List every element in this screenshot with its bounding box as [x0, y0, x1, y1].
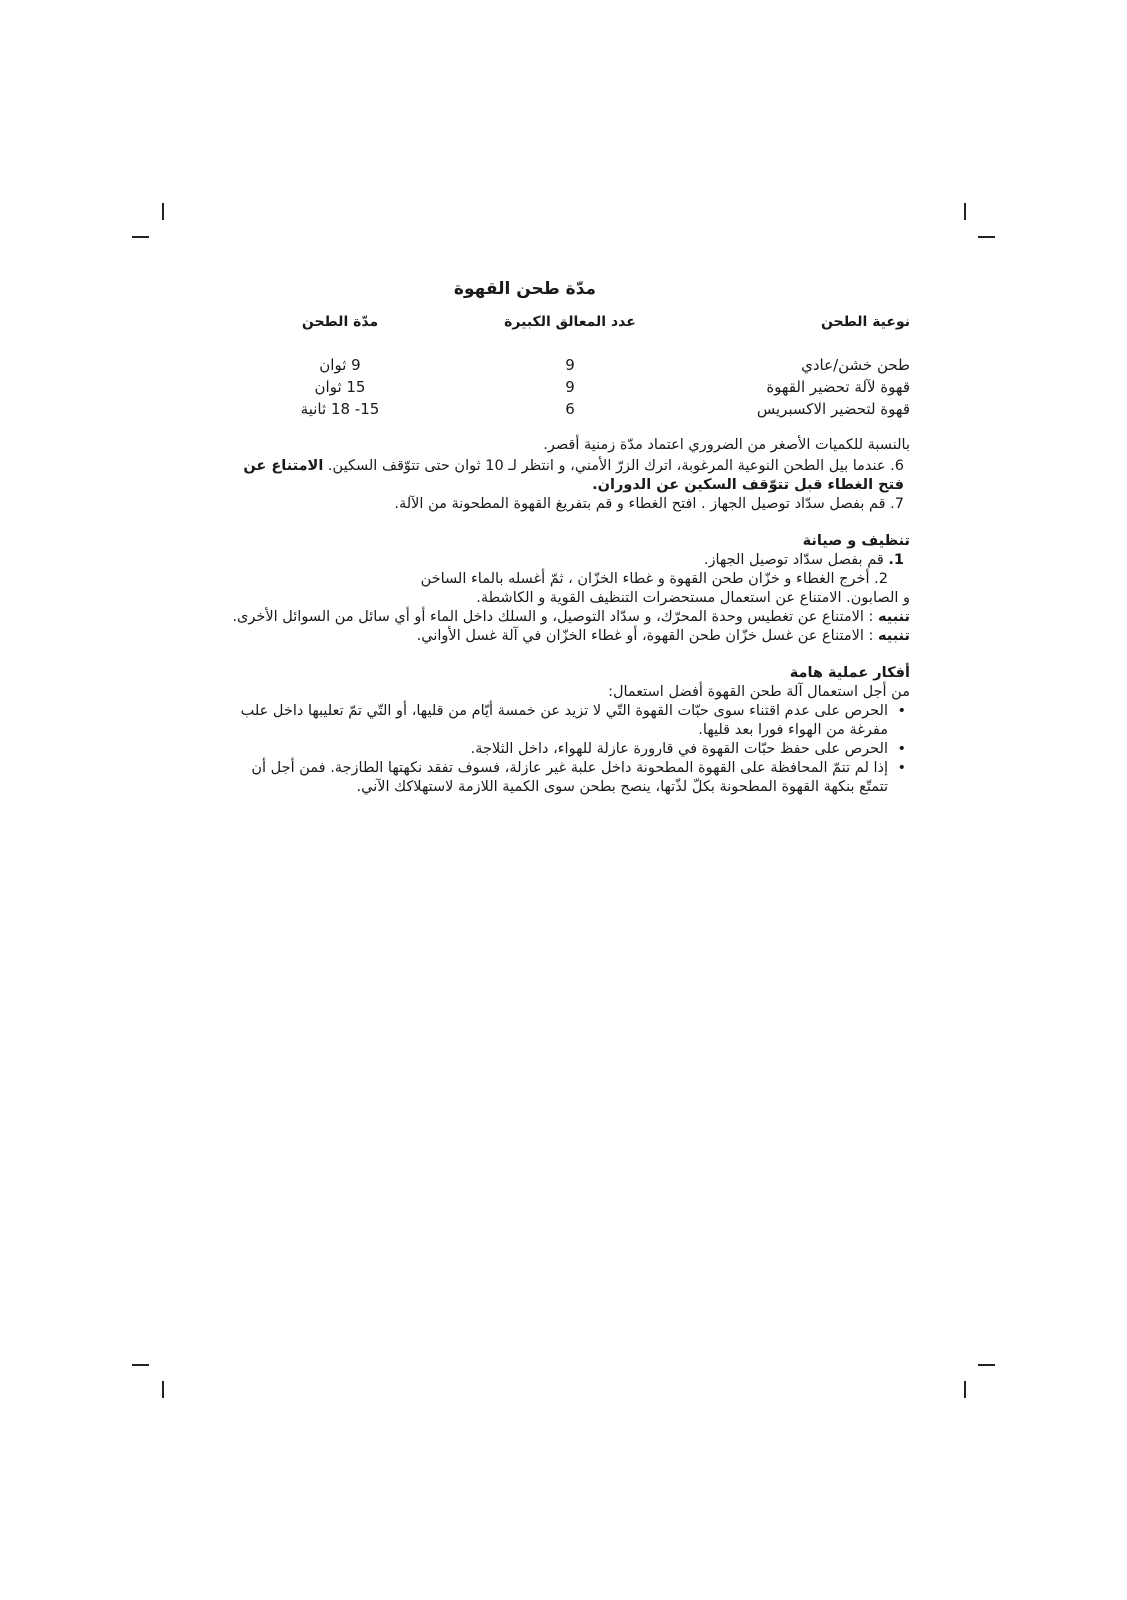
crop-mark — [132, 1364, 149, 1366]
table-cell: 9 — [565, 377, 575, 396]
step-item — [228, 457, 910, 495]
list-item: • الحرص على حفظ حبّات القهوة في قارورة عازلة للهواء، داخل الثلاجة. — [228, 740, 910, 759]
cleaning-heading: تنظيف و صيانة — [802, 533, 910, 549]
crop-mark — [132, 236, 149, 238]
cleaning-item-number: 2. — [874, 571, 888, 587]
list-item: • الحرص على عدم اقتناء سوى حبّات القهوة التّي لا تزيد عن خمسة أيّام من قليها، أو التّي تمّ تعليبها داخل علب مفرغة من الهواء فورا بعد قليها. — [228, 702, 910, 740]
table-cell: 15 ثوان — [314, 377, 366, 396]
table-cell: قهوة لتحضير الاكسبريس — [756, 399, 910, 418]
crop-mark — [978, 236, 995, 238]
warning-text: : الامتناع عن غسل خزّان طحن القهوة، أو غطاء الخزّان في آلة غسل الأواني. — [416, 628, 874, 644]
cleaning-item-text: أخرج الغطاء و خزّان طحن القهوة و غطاء الخزّان ، ثمّ أغسله بالماء الساخن — [420, 571, 870, 587]
warning-line — [228, 608, 910, 627]
list-item: • إذا لم تتمّ المحافظة على القهوة المطحونة داخل علبة غير عازلة، فسوف تفقد نكهتها الطازجة. فمن أجل أن تتمتّع بنكهة القهوة المطحونة بكلّ لذّتها، ينصح بطحن سوى الكمية اللازمة لاستهلاكك الآني. — [228, 759, 910, 797]
tips-list — [228, 702, 910, 797]
step-text: عندما بيل الطحن النوعية المرغوبة، اترك الزرّ الأمني، و انتظر لـ 10 ثوان حتى تتوّقف السكين. — [327, 458, 886, 474]
grinding-table — [230, 313, 910, 420]
table-cell: 6 — [565, 399, 575, 418]
steps-list — [228, 457, 910, 514]
step-warning: الامتناع عن فتح الغطاء قبل تتوّقف السكين عن الدوران. — [243, 458, 904, 493]
warning-label: تنبيه — [878, 609, 910, 625]
step-number: 7. — [890, 496, 904, 512]
warning-label: تنبيه — [878, 628, 910, 644]
cleaning-item-number: 1. — [888, 552, 904, 568]
table-row — [230, 354, 910, 376]
table-row — [230, 398, 910, 420]
quantity-note: بالنسبة للكميات الأصغر من الضروري اعتماد مدّة زمنية أقصر. — [543, 437, 910, 453]
warning-line — [228, 627, 910, 646]
cleaning-item — [228, 570, 910, 589]
table-header: مدّة الطحن — [301, 314, 379, 330]
table-cell: 9 ثوان — [319, 355, 361, 374]
crop-mark — [978, 1364, 995, 1366]
step-text: قم بفصل سدّاد توصيل الجهاز . افتح الغطاء و قم بتفريغ القهوة المطحونة من الآلة. — [394, 496, 886, 512]
table-cell: 15- 18 ثانية — [300, 399, 380, 418]
cleaning-item-text: قم بفصل سدّاد توصيل الجهاز. — [703, 552, 884, 568]
tips-heading: أفكار عملية هامة — [789, 665, 910, 681]
step-item — [228, 495, 910, 514]
page-content — [228, 280, 910, 797]
table-header: عدد المعالق الكبيرة — [504, 314, 636, 330]
cleaning-item-continuation: و الصابون. الامتناع عن استعمال مستحضرات التنظيف القوية و الكاشطة. — [476, 590, 910, 606]
table-cell: طحن خشن/عادي — [801, 355, 910, 374]
table-row — [230, 376, 910, 398]
warning-text: : الامتناع عن تغطيس وحدة المحرّك، و سدّاد التوصيل، و السلك داخل الماء أو أي سائل من السوائل الأخرى. — [232, 609, 874, 625]
crop-mark — [964, 1381, 966, 1398]
table-cell: 9 — [565, 355, 575, 374]
crop-mark — [964, 203, 966, 220]
tips-intro: من أجل استعمال آلة طحن القهوة أفضل استعمال: — [608, 684, 910, 700]
page-title: مدّة طحن القهوة — [453, 279, 597, 299]
step-number: 6. — [890, 458, 904, 474]
table-header-row — [230, 313, 910, 354]
table-cell: قهوة لآلة تحضير القهوة — [766, 377, 910, 396]
cleaning-item — [228, 551, 910, 570]
table-header: نوعية الطحن — [820, 314, 910, 330]
crop-mark — [162, 1381, 164, 1398]
crop-mark — [162, 203, 164, 220]
